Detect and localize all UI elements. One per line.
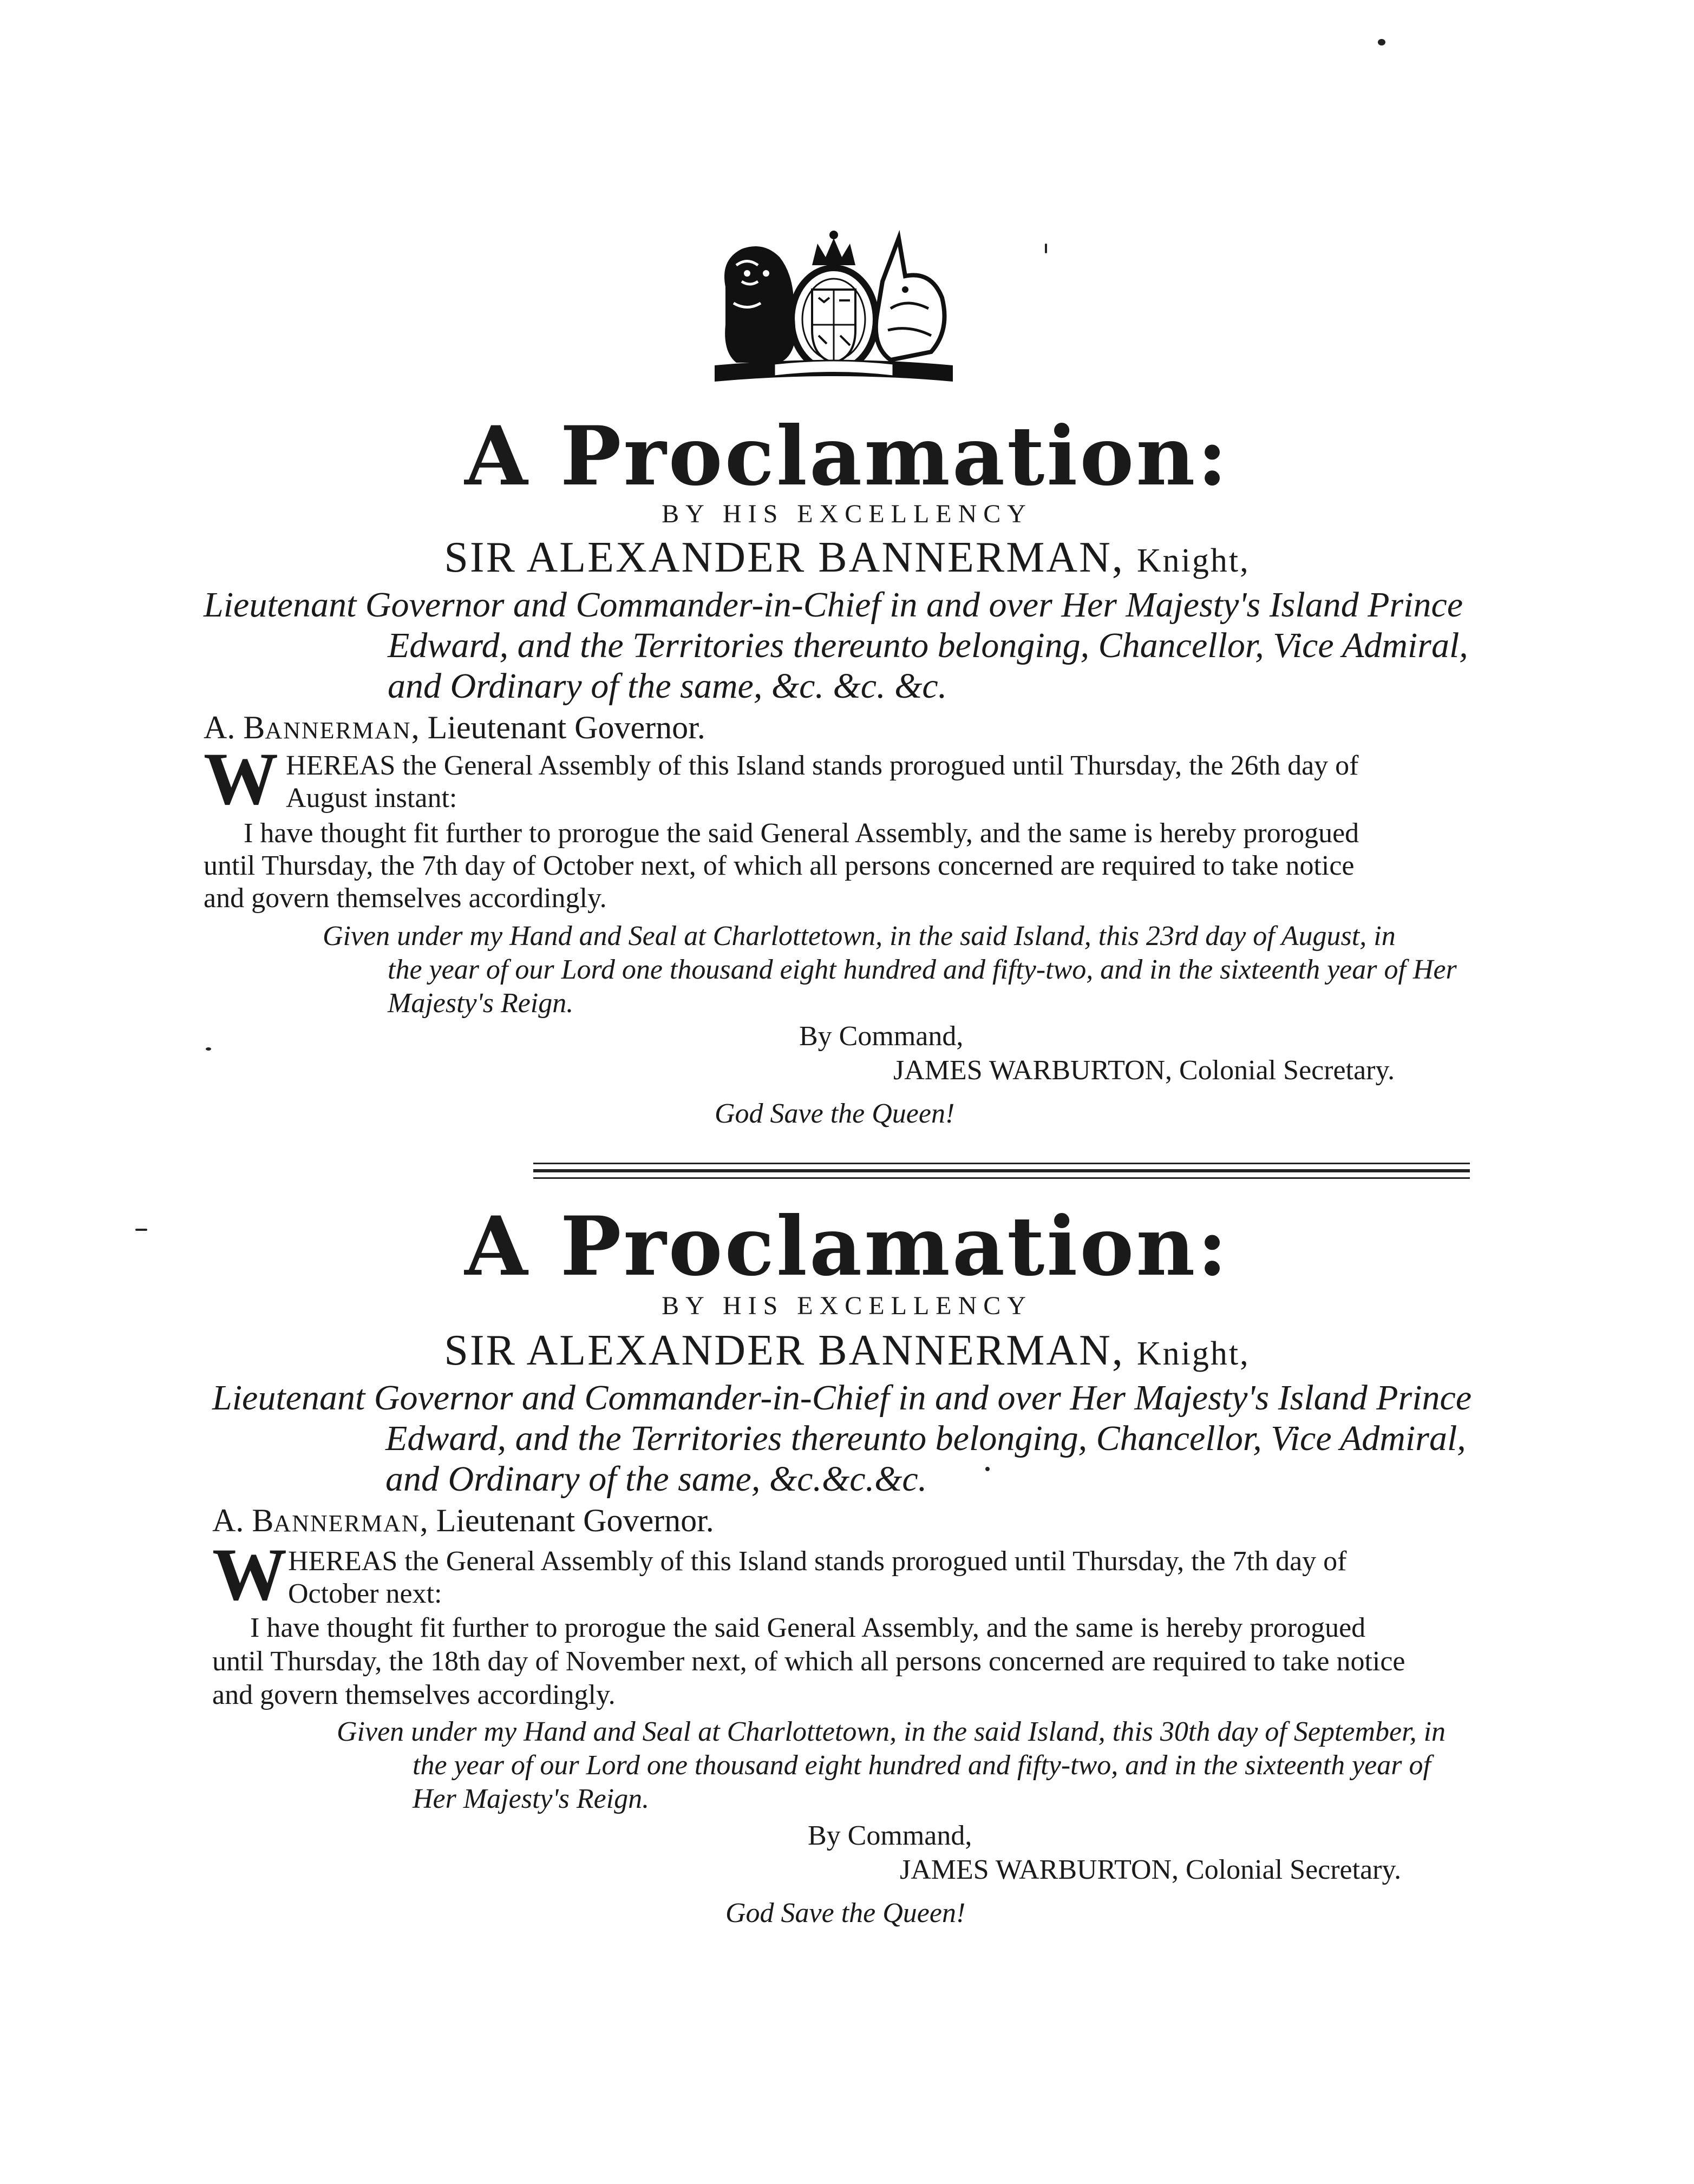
scan-speck: [1378, 39, 1385, 45]
titles-line-1: Lieutenant Governor and Commander-in-Chief in and over Her Majesty's Island Prince: [212, 1378, 1472, 1418]
given-line-2: the year of our Lord one thousand eight hundred and fifty-two, and in the sixteenth year of Her: [388, 954, 1457, 985]
separator-rule-bottom: [533, 1177, 1470, 1179]
separator-rule-middle: [533, 1169, 1470, 1172]
signature-title: , Lieutenant Governor.: [420, 1503, 714, 1538]
whereas-line-1: HEREAS the General Assembly of this Island stands prorogued until Thursday, the 7th day of: [288, 1546, 1347, 1577]
signature-title: , Lieutenant Governor.: [411, 710, 705, 745]
proclamation-heading: A Proclamation:: [465, 1199, 1229, 1294]
royal-coat-of-arms: [704, 227, 964, 390]
scan-speck: [206, 1047, 211, 1051]
by-his-excellency: BY HIS EXCELLENCY: [662, 1291, 1032, 1320]
titles-line-3: and Ordinary of the same, &c. &c. &c.: [388, 666, 947, 706]
governor-name-line: [0, 533, 1694, 582]
titles-line-3: and Ordinary of the same, &c.&c.&c.: [385, 1459, 927, 1499]
signature-smallcaps: ANNERMAN: [273, 1510, 420, 1537]
scan-speck: [135, 1229, 147, 1231]
separator-rule-top: [533, 1163, 1470, 1164]
governor-name-line: [0, 1326, 1694, 1375]
titles-line-1: Lieutenant Governor and Commander-in-Chief in and over Her Majesty's Island Prince: [204, 585, 1463, 625]
scan-speck: [985, 1467, 990, 1471]
governor-rank: Knight,: [1136, 542, 1250, 579]
body-line-2: until Thursday, the 7th day of October next, of which all persons concerned are required to take notice: [204, 850, 1355, 881]
god-save-the-queen: God Save the Queen!: [715, 1098, 955, 1129]
given-line-1: Given under my Hand and Seal at Charlottetown, in the said Island, this 30th day of September, in: [337, 1716, 1446, 1747]
secretary-signature: JAMES WARBURTON, Colonial Secretary.: [900, 1854, 1402, 1885]
body-line-3: and govern themselves accordingly.: [212, 1680, 616, 1710]
governor-name: SIR ALEXANDER BANNERMAN,: [444, 1327, 1124, 1374]
body-line-1: I have thought fit further to prorogue the said General Assembly, and the same is hereby prorogued: [244, 818, 1359, 849]
governor-rank: Knight,: [1136, 1335, 1250, 1372]
drop-cap: W: [204, 737, 278, 820]
given-line-2: the year of our Lord one thousand eight hundred and fifty-two, and in the sixteenth year of: [413, 1750, 1431, 1781]
proclamation-heading: A Proclamation:: [465, 409, 1229, 504]
governor-name: SIR ALEXANDER BANNERMAN,: [444, 534, 1124, 581]
whereas-line-2: August instant:: [286, 783, 457, 814]
signature-smallcaps: ANNERMAN: [265, 717, 411, 744]
scan-speck: [1045, 244, 1047, 253]
signature-initial: A. B: [204, 710, 265, 745]
signature-line: [204, 709, 705, 746]
titles-line-2: Edward, and the Territories thereunto belonging, Chancellor, Vice Admiral,: [385, 1419, 1466, 1458]
god-save-the-queen: God Save the Queen!: [725, 1898, 966, 1929]
by-command: By Command,: [799, 1021, 964, 1052]
given-line-3: Her Majesty's Reign.: [413, 1783, 650, 1814]
signature-initial: A. B: [212, 1503, 274, 1538]
whereas-line-2: October next:: [288, 1578, 442, 1609]
drop-cap: W: [212, 1533, 287, 1616]
titles-line-2: Edward, and the Territories thereunto belonging, Chancellor, Vice Admiral,: [388, 626, 1468, 665]
by-command: By Command,: [808, 1820, 972, 1851]
by-his-excellency: BY HIS EXCELLENCY: [662, 500, 1032, 528]
given-line-1: Given under my Hand and Seal at Charlottetown, in the said Island, this 23rd day of August, in: [323, 921, 1396, 952]
body-line-1: I have thought fit further to prorogue the said General Assembly, and the same is hereby prorogued: [250, 1612, 1366, 1643]
body-line-3: and govern themselves accordingly.: [204, 883, 607, 914]
secretary-signature: JAMES WARBURTON, Colonial Secretary.: [893, 1055, 1395, 1086]
body-line-2: until Thursday, the 18th day of November next, of which all persons concerned are required to take notice: [212, 1646, 1405, 1677]
given-line-3: Majesty's Reign.: [388, 988, 574, 1019]
whereas-line-1: HEREAS the General Assembly of this Island stands prorogued until Thursday, the 26th day of: [286, 750, 1359, 781]
signature-line: [212, 1502, 714, 1539]
